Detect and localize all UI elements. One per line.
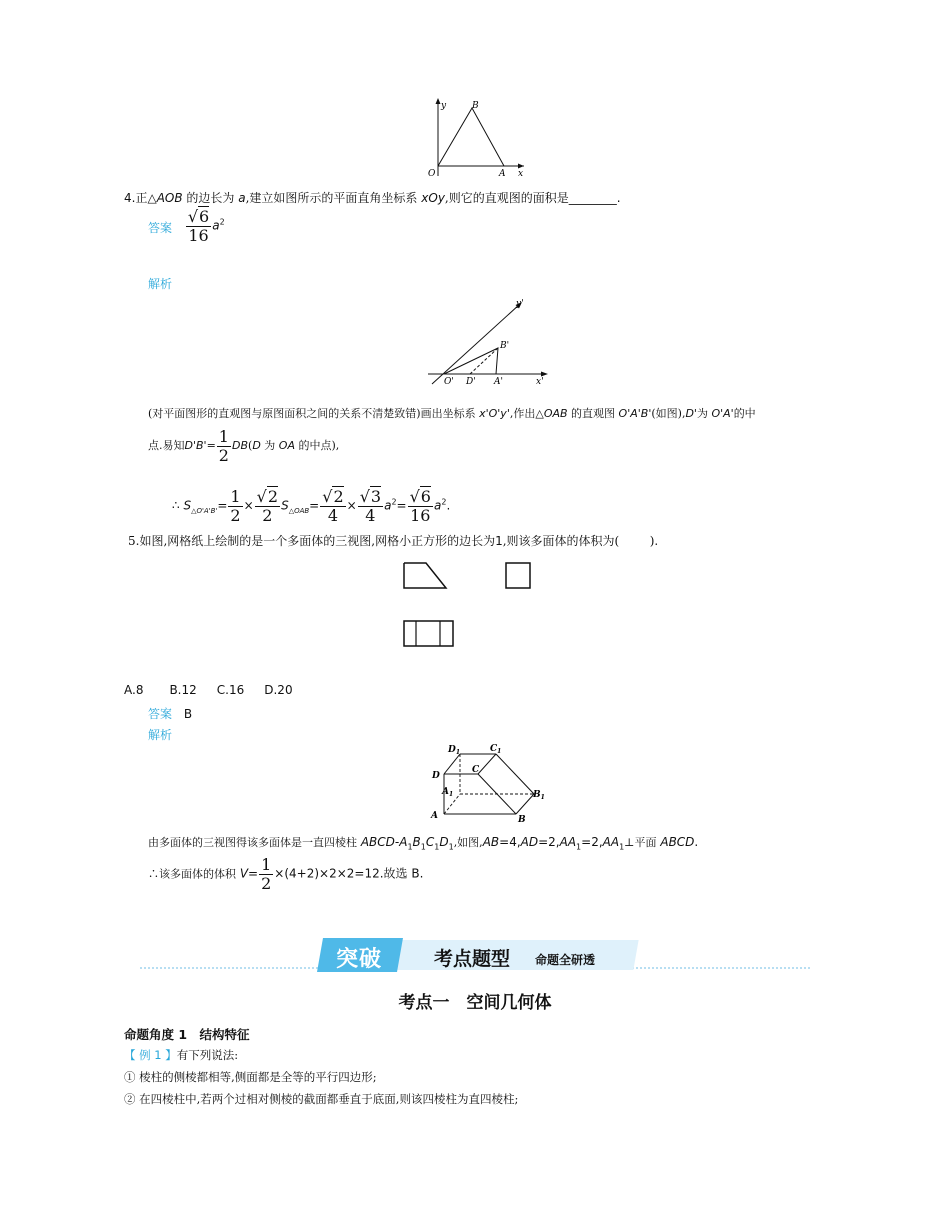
sol5-fd: 2 (261, 873, 272, 893)
fig1-x-label: x (518, 169, 524, 178)
fig2-d-label: D' (466, 377, 476, 387)
sol4-l2-end: 的中点), (298, 439, 340, 453)
fig3-c1-sub: 1 (497, 748, 502, 755)
fig1-y-label: y (441, 101, 447, 111)
fig3-d: D (432, 771, 440, 781)
section-banner (140, 936, 810, 976)
q5-option-a[interactable]: A.8 (124, 683, 144, 697)
q5-answer-label: 答案 (148, 707, 173, 721)
sol4-oab: OAB (543, 407, 568, 420)
fig3-c1: C (490, 744, 498, 754)
sol5-eq4: =4, (499, 835, 521, 849)
sol4-d-prime: D' (685, 407, 697, 420)
q4-blank: ________ (568, 191, 617, 205)
q4-text-a: 正△ (135, 191, 157, 205)
sol4-f5n: 6 (420, 487, 431, 506)
three-view-side (482, 551, 556, 602)
fig3-a1: A (442, 787, 449, 797)
q4-text-c: ,建立如图所示的平面直角坐标系 (245, 191, 418, 205)
svg-text:D1 (447, 745, 460, 756)
fig1-a-label: A (499, 169, 506, 178)
sol4-l2-wei: 为 (264, 439, 276, 453)
sol4-times2: × (346, 498, 357, 513)
sol4-f4n: 3 (370, 487, 382, 506)
sol4-l2-oa: OA (278, 439, 295, 453)
sol4-coord: x'O'y' (479, 407, 510, 420)
fig2-y-label: y' (516, 299, 524, 309)
question-4 (124, 189, 621, 206)
sol5-fn: 1 (261, 855, 272, 874)
fig3-a: A (431, 811, 438, 821)
sol4-f5d: 16 (410, 505, 431, 525)
sol4-l2-num: 1 (218, 427, 229, 446)
q4-answer-exp: 2 (219, 217, 225, 227)
q4-triangle: AOB (156, 191, 183, 205)
fig3-d1-sub: 1 (455, 749, 460, 756)
fig3-a1-sub: 1 (448, 791, 454, 798)
svg-text:C1 (490, 744, 501, 755)
sol4-l2-eq: = (206, 439, 216, 453)
fig1-o-label: O (428, 169, 436, 178)
banner-light-band (387, 940, 638, 970)
sol5-ad: AD (520, 835, 539, 849)
sol4-l2-db-prime: D'B' (184, 439, 207, 453)
q5-analysis-label: 解析 (148, 728, 173, 742)
fig1-b-label: B (472, 101, 479, 111)
sol4-l2-paren: ( (248, 439, 253, 453)
q4-text-d: ,则它的直观图的面积是 (444, 191, 569, 205)
sol4-l2-d: D (252, 439, 261, 453)
example-text: 有下列说法: (176, 1048, 239, 1062)
q4-number: 4. (124, 191, 136, 205)
sol5-aa2: AA (602, 835, 620, 849)
sol4-f1d: 2 (230, 505, 241, 525)
sol5-text: 由多面体的三视图得该多面体是一直四棱柱 (148, 836, 357, 849)
banner-subtitle: 命题全研透 (535, 953, 596, 967)
sol5-aa: AA (559, 835, 577, 849)
q5-one: 1 (495, 534, 503, 548)
sol4-f4d: 4 (365, 505, 376, 525)
sol5-eq2: =2, (538, 835, 560, 849)
sol4-f2d: 2 (262, 505, 273, 525)
sol4-text-a: (对平面图形的直观图与原图面积之间的关系不清楚致错)画出坐标系 (148, 407, 476, 420)
sol4-s1-sub: △O'A'B' (191, 506, 218, 515)
sol5-s6: 1 (619, 842, 625, 852)
q4-analysis-label: 解析 (148, 277, 173, 291)
sol4-exp1: 2 (391, 497, 397, 507)
fig2-a-label: A' (494, 377, 503, 387)
sol4-frac4: $\frac{√3}{4}$ (359, 487, 382, 525)
sol5-half (259, 856, 273, 892)
sol4-text-c: ,作出△ (509, 407, 544, 420)
sol4-oab-prime: O'A'B' (618, 407, 652, 420)
q4-xoy: xOy (421, 191, 445, 205)
sol4-s2-sub: △OAB (288, 506, 310, 515)
sol5-s4: 1 (448, 842, 454, 852)
fig3-d1: D (448, 745, 456, 755)
sol5-ab: AB (482, 835, 500, 849)
sol4-l2-den: 2 (218, 445, 229, 465)
fig3-b: B (518, 815, 526, 825)
sol5-s2: 1 (420, 842, 426, 852)
q5-text2: ,则该多面体的体积为( (502, 534, 620, 548)
q5-answer (148, 705, 192, 722)
fig3-b1: B (533, 790, 541, 800)
sol5-s1: 1 (407, 842, 413, 852)
sol4-frac3: $\frac{√2}{4}$ (322, 487, 344, 525)
question-5 (128, 532, 658, 549)
fig2-o-label: O' (444, 377, 454, 387)
banner-tupo: 突破 (336, 947, 383, 972)
section-title: 考点一 空间几何体 (398, 993, 552, 1013)
sol4-f2n: 2 (267, 487, 279, 506)
sol4-oa-prime: O'A' (711, 407, 734, 420)
q5-text3: ). (649, 534, 659, 548)
q4-answer-num: 6 (199, 207, 210, 226)
sol4-text-e: 的直观图 (571, 407, 616, 420)
angle-title: 命题角度 1 结构特征 (124, 1027, 250, 1042)
q4-text-b: 的边长为 (186, 191, 235, 205)
figure-prism (426, 740, 552, 826)
sol4-line1 (148, 405, 756, 421)
sol4-l2-db: DB (231, 439, 249, 453)
example-label: 【 例 1 】 (124, 1048, 177, 1062)
q5-paren (619, 534, 650, 548)
q5-option-b[interactable]: B.12 (169, 683, 197, 697)
sol4-text-k: 的中 (733, 407, 756, 420)
three-view-top (393, 609, 467, 660)
sol4-text-i: 为 (696, 407, 708, 420)
fig2-b-label: B' (500, 341, 510, 351)
q5-option-d[interactable]: D.20 (264, 683, 293, 697)
sol5-s5: 1 (576, 842, 582, 852)
sol5-prism-d: D (439, 835, 449, 849)
sol4-frac5: $\frac{√6}{16}$ (409, 487, 431, 525)
sol5-line1 (148, 834, 698, 851)
q5-option-c[interactable]: C.16 (216, 683, 245, 697)
sol4-line3 (172, 488, 450, 524)
sol4-l2-half (217, 428, 231, 464)
figure-triangle-aob (420, 96, 530, 178)
sol4-eq1: = (217, 498, 228, 513)
fig3-c: C (472, 765, 480, 775)
sol4-therefore: ∴ (172, 498, 180, 513)
q5-answer-value: B (183, 707, 193, 721)
sol4-l2-text-a: 点.易知 (148, 439, 185, 453)
q4-answer-fraction: $\frac{√6}{16}$ (187, 207, 210, 245)
sol5-prism-b: B (412, 835, 421, 849)
sol4-eq3: = (396, 498, 407, 513)
figure-oblique-projection (424, 296, 554, 388)
banner-title: 考点题型 (434, 948, 511, 970)
sol4-line2 (148, 428, 339, 464)
sol4-f3n: 2 (333, 487, 344, 506)
sol5-eq: = (248, 866, 259, 881)
sol4-frac2: $\frac{√2}{2}$ (256, 487, 279, 525)
svg-text:B1 (532, 790, 545, 801)
sol5-line2 (148, 856, 423, 892)
q4-a: a (238, 191, 246, 205)
q4-answer-var: a (212, 218, 220, 233)
sol5-ru-tu: ,如图, (453, 836, 483, 849)
svg-text:A1 (441, 787, 453, 798)
sol5-prism-c: C (425, 835, 435, 849)
sol4-s1: S (183, 498, 192, 513)
sol5-end: . (694, 835, 699, 849)
fig2-x-label: x' (536, 377, 544, 387)
statement-2: ② 在四棱柱中,若两个过相对侧棱的截面都垂直于底面,则该四棱柱为直四棱柱; (124, 1092, 519, 1106)
q4-end: . (616, 191, 621, 205)
sol4-end: . (446, 498, 451, 513)
sol5-l2-text: ∴该多面体的体积 (148, 867, 236, 881)
sol4-f1n: 1 (230, 487, 241, 506)
sol5-s3: 1 (434, 842, 440, 852)
q4-answer (148, 208, 225, 244)
statement-1: ① 棱柱的侧棱都相等,侧面都是全等的平行四边形; (124, 1070, 377, 1084)
sol5-v: V (239, 866, 249, 881)
q5-text: 5.如图,网格纸上绘制的是一个多面体的三视图,网格小正方形的边长为 (128, 534, 496, 548)
sol5-perp: ⊥平面 (624, 836, 657, 849)
sol4-s2: S (281, 498, 289, 513)
sol4-frac1 (228, 488, 242, 524)
sol5-abcd: ABCD (660, 835, 695, 849)
sol5-rest: ×(4+2)×2×2=12.故选 B. (274, 866, 424, 881)
sol4-exp2: 2 (441, 497, 447, 507)
q4-answer-den: 16 (188, 225, 209, 245)
sol4-text-g: (如图), (651, 407, 686, 420)
sol4-times1: × (243, 498, 254, 513)
example-1 (124, 1047, 238, 1063)
q4-answer-label: 答案 (148, 220, 173, 235)
sol4-a2: a (433, 498, 442, 513)
sol4-a1: a (384, 498, 392, 513)
sol5-eq2b: =2, (581, 835, 603, 849)
q5-options (124, 683, 293, 697)
sol5-prism-a: ABCD-A (360, 835, 408, 849)
sol4-eq2: = (309, 498, 320, 513)
sol4-f3d: 4 (327, 505, 339, 525)
three-view-front (393, 551, 467, 602)
fig3-b1-sub: 1 (540, 794, 545, 801)
